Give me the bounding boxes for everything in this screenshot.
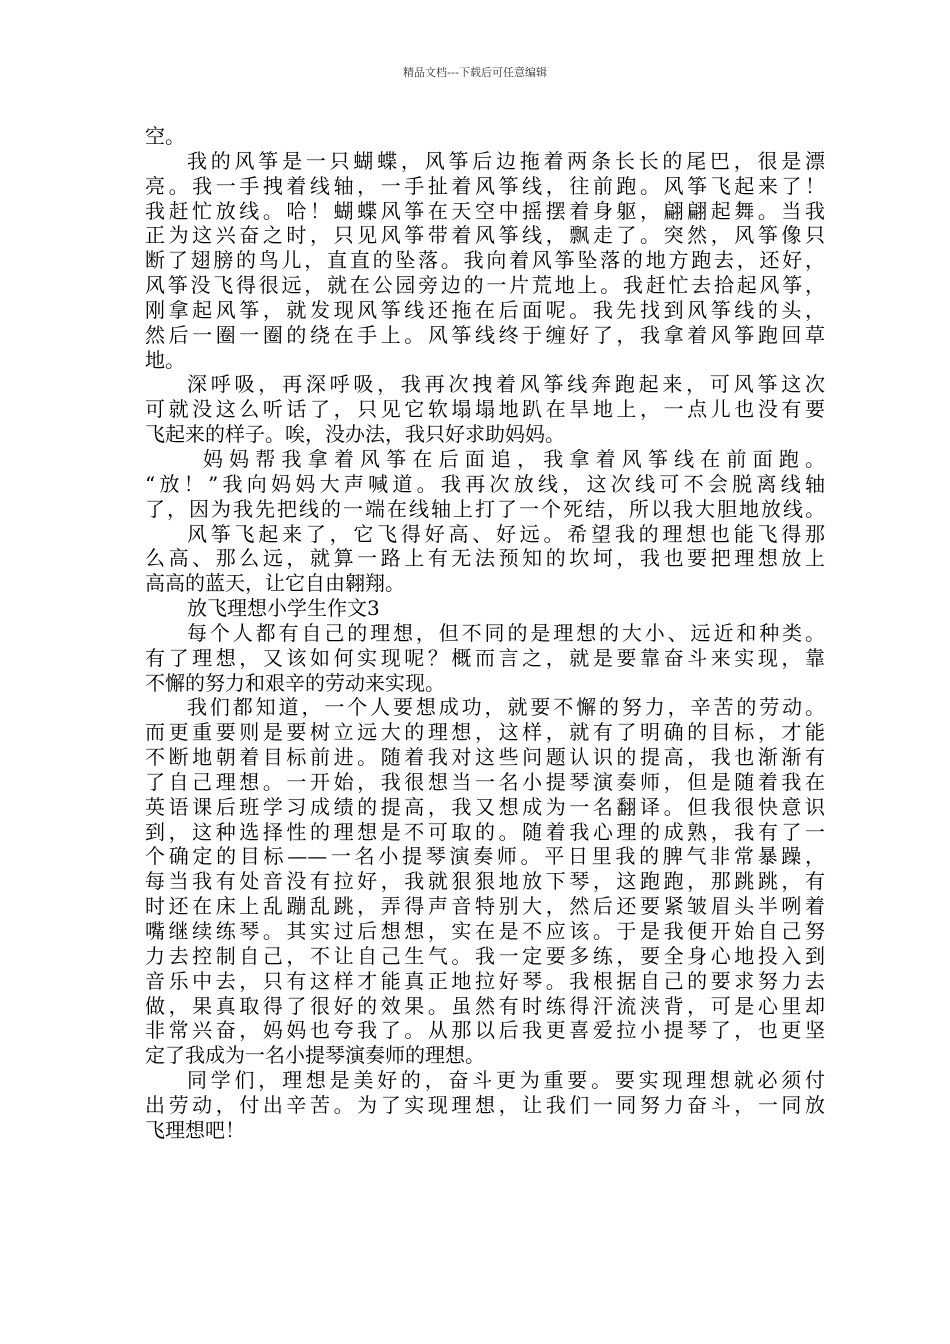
text-line: 英语课后班学习成绩的提高，我又想成为一名翻译。但我很快意识 bbox=[145, 794, 825, 819]
text-line: 了，因为我先把线的一端在线轴上打了一个死结，所以我大胆地放线。 bbox=[145, 496, 825, 521]
text-line: 嘴继续练琴。其实过后想想，实在是不应该。于是我便开始自己努 bbox=[145, 919, 825, 943]
text-line: 飞理想吧！ bbox=[145, 1117, 245, 1142]
text-line: 正为这兴奋之时，只见风筝带着风筝线，飘走了。突然，风筝像只 bbox=[145, 223, 825, 248]
page-header: 精品文档---下载后可任意编辑 bbox=[403, 66, 547, 79]
text-line: “放！”我向妈妈大声喊道。我再次放线，这次线可不会脱离线轴 bbox=[145, 471, 825, 496]
section-heading: 放飞理想小学生作文3 bbox=[187, 596, 380, 621]
text-line: 风筝飞起来了，它飞得好高、好远。希望我的理想也能飞得那 bbox=[187, 521, 825, 546]
text-line: 到，这种选择性的理想是不可取的。随着我心理的成熟，我有了一 bbox=[145, 819, 825, 844]
text-line: 高高的蓝天，让它自由翱翔。 bbox=[145, 571, 405, 596]
text-line: 不断地朝着目标前进。随着我对这些问题认识的提高，我也渐渐有 bbox=[145, 745, 825, 770]
text-line: 飞起来的样子。唉，没办法，我只好求助妈妈。 bbox=[145, 422, 565, 447]
text-line: 每个人都有自己的理想，但不同的是理想的大小、远近和种类。 bbox=[187, 620, 825, 645]
text-line: 每当我有处音没有拉好，我就狠狠地放下琴，这跑跑，那跳跳，有 bbox=[145, 869, 825, 894]
text-line: 地。 bbox=[145, 347, 185, 372]
text-line: 非常兴奋，妈妈也夸我了。从那以后我更喜爱拉小提琴了，也更坚 bbox=[145, 1018, 825, 1043]
text-line: 而更重要则是要树立远大的理想，这样，就有了明确的目标，才能 bbox=[145, 720, 825, 745]
text-line: 有了理想，又该如何实现呢？概而言之，就是要靠奋斗来实现，靠 bbox=[145, 645, 825, 670]
text-line: 做，果真取得了很好的效果。虽然有时练得汗流浃背，可是心里却 bbox=[145, 993, 825, 1018]
text-line: 空。 bbox=[145, 124, 185, 148]
text-line: 妈妈帮我拿着风筝在后面追，我拿着风筝线在前面跑。 bbox=[203, 446, 825, 471]
text-line: 时还在床上乱蹦乱跳，弄得声音特别大，然后还要紧皱眉头半咧着 bbox=[145, 894, 825, 919]
text-line: 刚拿起风筝，就发现风筝线还拖在后面呢。我先找到风筝线的头， bbox=[145, 297, 825, 322]
text-line: 么高、那么远，就算一路上有无法预知的坎坷，我也要把理想放上 bbox=[145, 546, 825, 571]
text-line: 风筝没飞得很远，就在公园旁边的一片荒地上。我赶忙去拾起风筝， bbox=[145, 273, 825, 298]
document-body bbox=[145, 124, 825, 1143]
text-line: 音乐中去，只有这样才能真正地拉好琴。我根据自己的要求努力去 bbox=[145, 968, 825, 993]
text-line: 不懈的努力和艰辛的劳动来实现。 bbox=[145, 670, 445, 695]
text-line: 力去控制自己，不让自己生气。我一定要多练，要全身心地投入到 bbox=[145, 943, 825, 968]
text-line: 深呼吸，再深呼吸，我再次拽着风筝线奔跑起来，可风筝这次 bbox=[187, 372, 825, 397]
text-line: 定了我成为一名小提琴演奏师的理想。 bbox=[145, 1043, 485, 1068]
text-line: 同学们，理想是美好的，奋斗更为重要。要实现理想就必须付 bbox=[187, 1068, 825, 1093]
text-line: 我赶忙放线。哈！蝴蝶风筝在天空中摇摆着身躯，翩翩起舞。当我 bbox=[145, 198, 825, 223]
text-line: 我们都知道，一个人要想成功，就要不懈的努力，辛苦的劳动。 bbox=[187, 695, 825, 720]
text-line: 可就没这么听话了，只见它软塌塌地趴在旱地上，一点儿也没有要 bbox=[145, 397, 825, 422]
text-line: 亮。我一手拽着线轴，一手扯着风筝线，往前跑。风筝飞起来了！ bbox=[145, 173, 825, 198]
text-line: 我的风筝是一只蝴蝶，风筝后边拖着两条长长的尾巴，很是漂 bbox=[187, 148, 825, 173]
text-line: 了自己理想。一开始，我很想当一名小提琴演奏师，但是随着我在 bbox=[145, 769, 825, 794]
text-line: 断了翅膀的鸟儿，直直的坠落。我向着风筝坠落的地方跑去，还好， bbox=[145, 248, 825, 273]
text-line: 然后一圈一圈的绕在手上。风筝线终于缠好了，我拿着风筝跑回草 bbox=[145, 322, 825, 347]
text-line: 出劳动，付出辛苦。为了实现理想，让我们一同努力奋斗，一同放 bbox=[145, 1092, 825, 1117]
text-line: 个确定的目标——一名小提琴演奏师。平日里我的脾气非常暴躁， bbox=[145, 844, 825, 869]
